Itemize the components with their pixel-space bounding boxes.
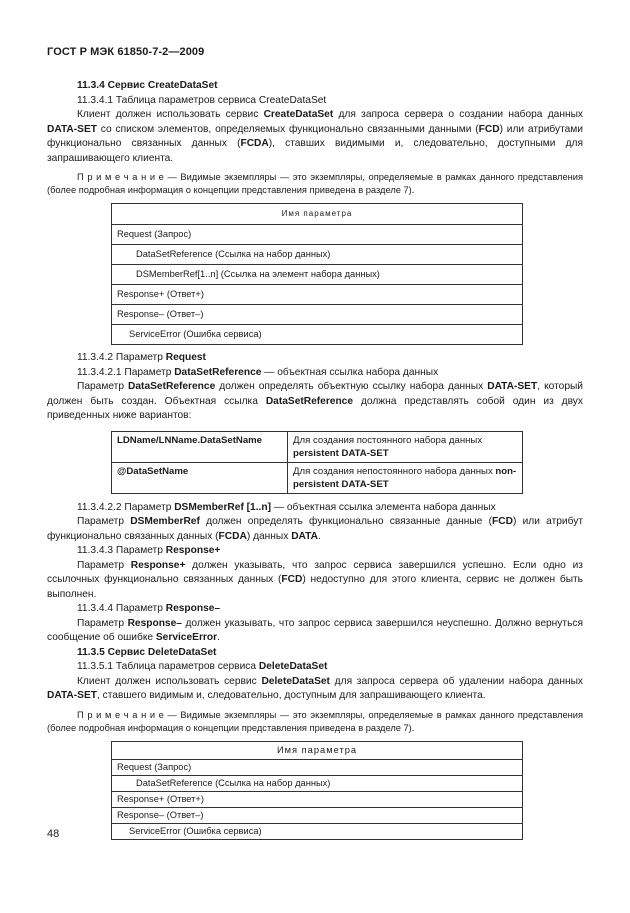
variant-name: LDName/LNName.DataSetName: [112, 431, 288, 462]
subsection-11-3-4-4: 11.3.4.4 Параметр Response–: [77, 603, 221, 614]
table-row: [112, 462, 523, 493]
table-row: Response+ (Ответ+): [112, 285, 523, 305]
table-row: Request (Запрос): [112, 759, 523, 775]
table-row: ServiceError (Ошибка сервиса): [112, 823, 523, 839]
deletedataset-parameter-table: [111, 741, 523, 840]
table-row: Response+ (Ответ+): [112, 791, 523, 807]
table-row: Response– (Ответ–): [112, 305, 523, 325]
table-row: ServiceError (Ошибка сервиса): [112, 325, 523, 345]
paragraph-response-minus: Параметр Response– должен указывать, что запрос сервиса завершился неуспешно. Должно вернуться сообщение об ошибке ServiceError.: [47, 617, 583, 643]
table-row: DataSetReference (Ссылка на набор данных): [112, 775, 523, 791]
section-heading-11-3-4: 11.3.4 Сервис CreateDataSet: [77, 80, 218, 91]
note-1: П р и м е ч а н и е — Видимые экземпляры — это экземпляры, определяемые в рамках данного представления (более подробная информация о концепции представления приведена в разделе 7).: [47, 172, 583, 195]
table-row: Response– (Ответ–): [112, 807, 523, 823]
subsection-11-3-5-1: 11.3.5.1 Таблица параметров сервиса DeleteDataSet: [77, 661, 328, 672]
subsection-11-3-4-1: 11.3.4.1 Таблица параметров сервиса CreateDataSet: [77, 94, 327, 106]
main-content: [47, 79, 583, 846]
table-row: [112, 431, 523, 462]
document-header: ГОСТ Р МЭК 61850-7-2—2009: [47, 46, 205, 58]
datasetreference-variants-table: [111, 431, 523, 494]
subsection-11-3-4-2: 11.3.4.2 Параметр Request: [77, 352, 206, 363]
table-header: Имя параметра: [112, 204, 523, 225]
variant-name: @DataSetName: [112, 462, 288, 493]
table-row: Request (Запрос): [112, 225, 523, 245]
subsection-11-3-4-2-2: 11.3.4.2.2 Параметр DSMemberRef [1..n] — объектная ссылка элемента набора данных: [77, 501, 496, 513]
page-number: 48: [47, 828, 60, 840]
paragraph-response-plus: Параметр Response+ должен указывать, что запрос сервиса завершился успешно. Если одно из ссылочных функционально связанных данных (FCD) недоступно для этого клиента, сервис не должен быть выполнен.: [47, 559, 583, 600]
paragraph-deletedataset: Клиент должен использовать сервис DeleteDataSet для запроса сервера об удалении набора данных DATA-SET, ставшего видимым и, следовательно, доступным для запрашивающего клиента.: [47, 675, 583, 701]
note-label: П р и м е ч а н и е: [77, 172, 164, 182]
variant-description: Для создания постоянного набора данных persistent DATA-SET: [288, 431, 523, 462]
note-label: П р и м е ч а н и е: [77, 709, 164, 720]
paragraph-createdataset: Клиент должен использовать сервис CreateDataSet для запроса сервера о создании набора данных DATA-SET со списком элементов, определяемых функционально связанными данными (FCD) или атрибутами функционально связанных данных (FCDA), ставших видимыми и, следовательно, доступными для запрашивающего клиента.: [47, 109, 584, 164]
note-2: П р и м е ч а н и е — Видимые экземпляры — это экземпляры, определяемые в рамках данного представления (более подробная информация о концепции представления приведена в разделе 7).: [47, 709, 583, 733]
subsection-11-3-4-3: 11.3.4.3 Параметр Response+: [77, 545, 221, 556]
createdataset-parameter-table: [111, 203, 523, 345]
paragraph-dsmemberref: Параметр DSMemberRef должен определять функционально связанные данные (FCD) или атрибут функционально связанных данных (FCDA) данных DATA.: [47, 516, 583, 542]
table-header: Имя параметра: [112, 741, 523, 759]
table-row: DSMemberRef[1..n] (Ссылка на элемент набора данных): [112, 265, 523, 285]
paragraph-datasetreference: Параметр DataSetReference должен определять объектную ссылку набора данных DATA-SET, который должен быть создан. Объектная ссылка DataSetReference должна представлять собой один из двух приведенных ниже вариантов:: [47, 381, 583, 421]
variant-description: Для создания непостоянного набора данных non-persistent DATA-SET: [288, 462, 523, 493]
section-heading-11-3-5: 11.3.5 Сервис DeleteDataSet: [77, 646, 217, 658]
subsection-11-3-4-2-1: 11.3.4.2.1 Параметр DataSetReference — объектная ссылка набора данных: [77, 366, 439, 378]
table-row: DataSetReference (Ссылка на набор данных): [112, 245, 523, 265]
